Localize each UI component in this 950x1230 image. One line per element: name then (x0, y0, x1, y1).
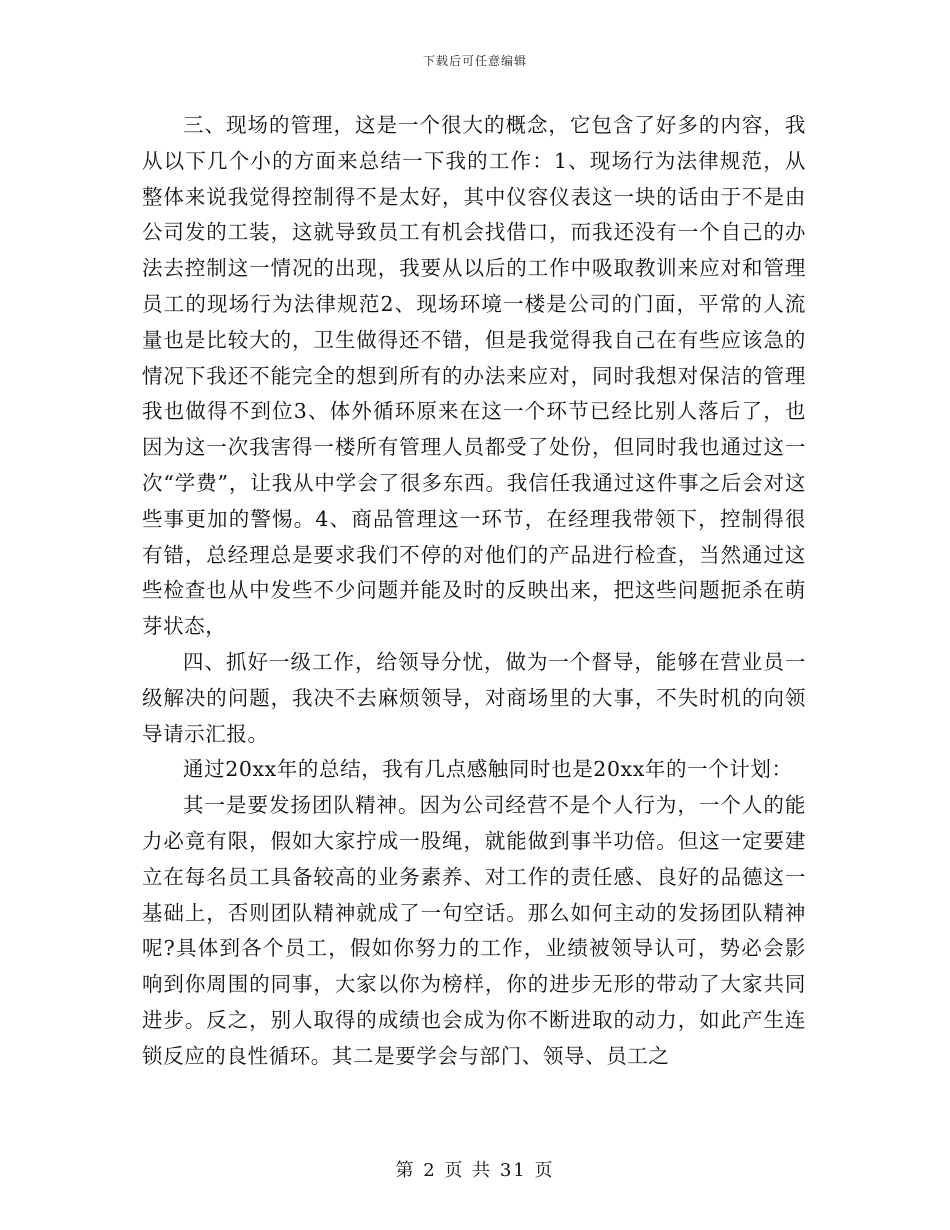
paragraph-summary-intro: 通过20xx年的总结，我有几点感触同时也是20xx年的一个计划： (183, 757, 793, 782)
paragraph-first-level-work: 四、抓好一级工作，给领导分忧，做为一个督导，能够在营业员一级解决的问题，我决不去麻烦领导，对商场里的大事，不失时机的向领导请示汇报。 (142, 649, 806, 746)
paragraph-team-spirit: 其一是要发扬团队精神。因为公司经营不是个人行为，一个人的能力必竟有限，假如大家拧成一股绳，就能做到事半功倍。但这一定要建立在每名员工具备较高的业务素养、对工作的责任感、良好的品德这一基础上，否则团队精神就成了一句空话。那么如何主动的发扬团队精神呢?具体到各个员工，假如你努力的工作，业绩被领导认可，势必会影响到你周围的同事，大家以你为榜样，你的进步无形的带动了大家共同进步。反之，别人取得的成绩也会成为你不断进取的动力，如此产生连锁反应的良性循环。其二是要学会与部门、领导、员工之 (142, 793, 806, 1068)
page-header: 下载后可任意编辑 (422, 54, 527, 68)
document-body (142, 108, 806, 1075)
page-footer: 第 2 页 共 31 页 (395, 1160, 555, 1181)
paragraph-site-management: 三、现场的管理，这是一个很大的概念，它包含了好多的内容，我从以下几个小的方面来总结一下我的工作：1、现场行为法律规范，从整体来说我觉得控制得不是太好，其中仪容仪表这一块的话由于不是由公司发的工装，这就导致员工有机会找借口，而我还没有一个自己的办法去控制这一情况的出现，我要从以后的工作中吸取教训来应对和管理员工的现场行为法律规范2、现场环境一楼是公司的门面，平常的人流量也是比较大的，卫生做得还不错，但是我觉得我自己在有些应该急的情况下我还不能完全的想到所有的办法来应对，同时我想对保洁的管理我也做得不到位3、体外循环原来在这一个环节已经比别人落后了，也因为这一次我害得一楼所有管理人员都受了处份，但同时我也通过这一次“学费”，让我从中学会了很多东西。我信任我通过这件事之后会对这些事更加的警惕。4、商品管理这一环节，在经理我带领下，控制得很有错，总经理总是要求我们不停的对他们的产品进行检查，当然通过这些检查也从中发些不少问题并能及时的反映出来，把这些问题扼杀在萌芽状态， (142, 113, 806, 639)
